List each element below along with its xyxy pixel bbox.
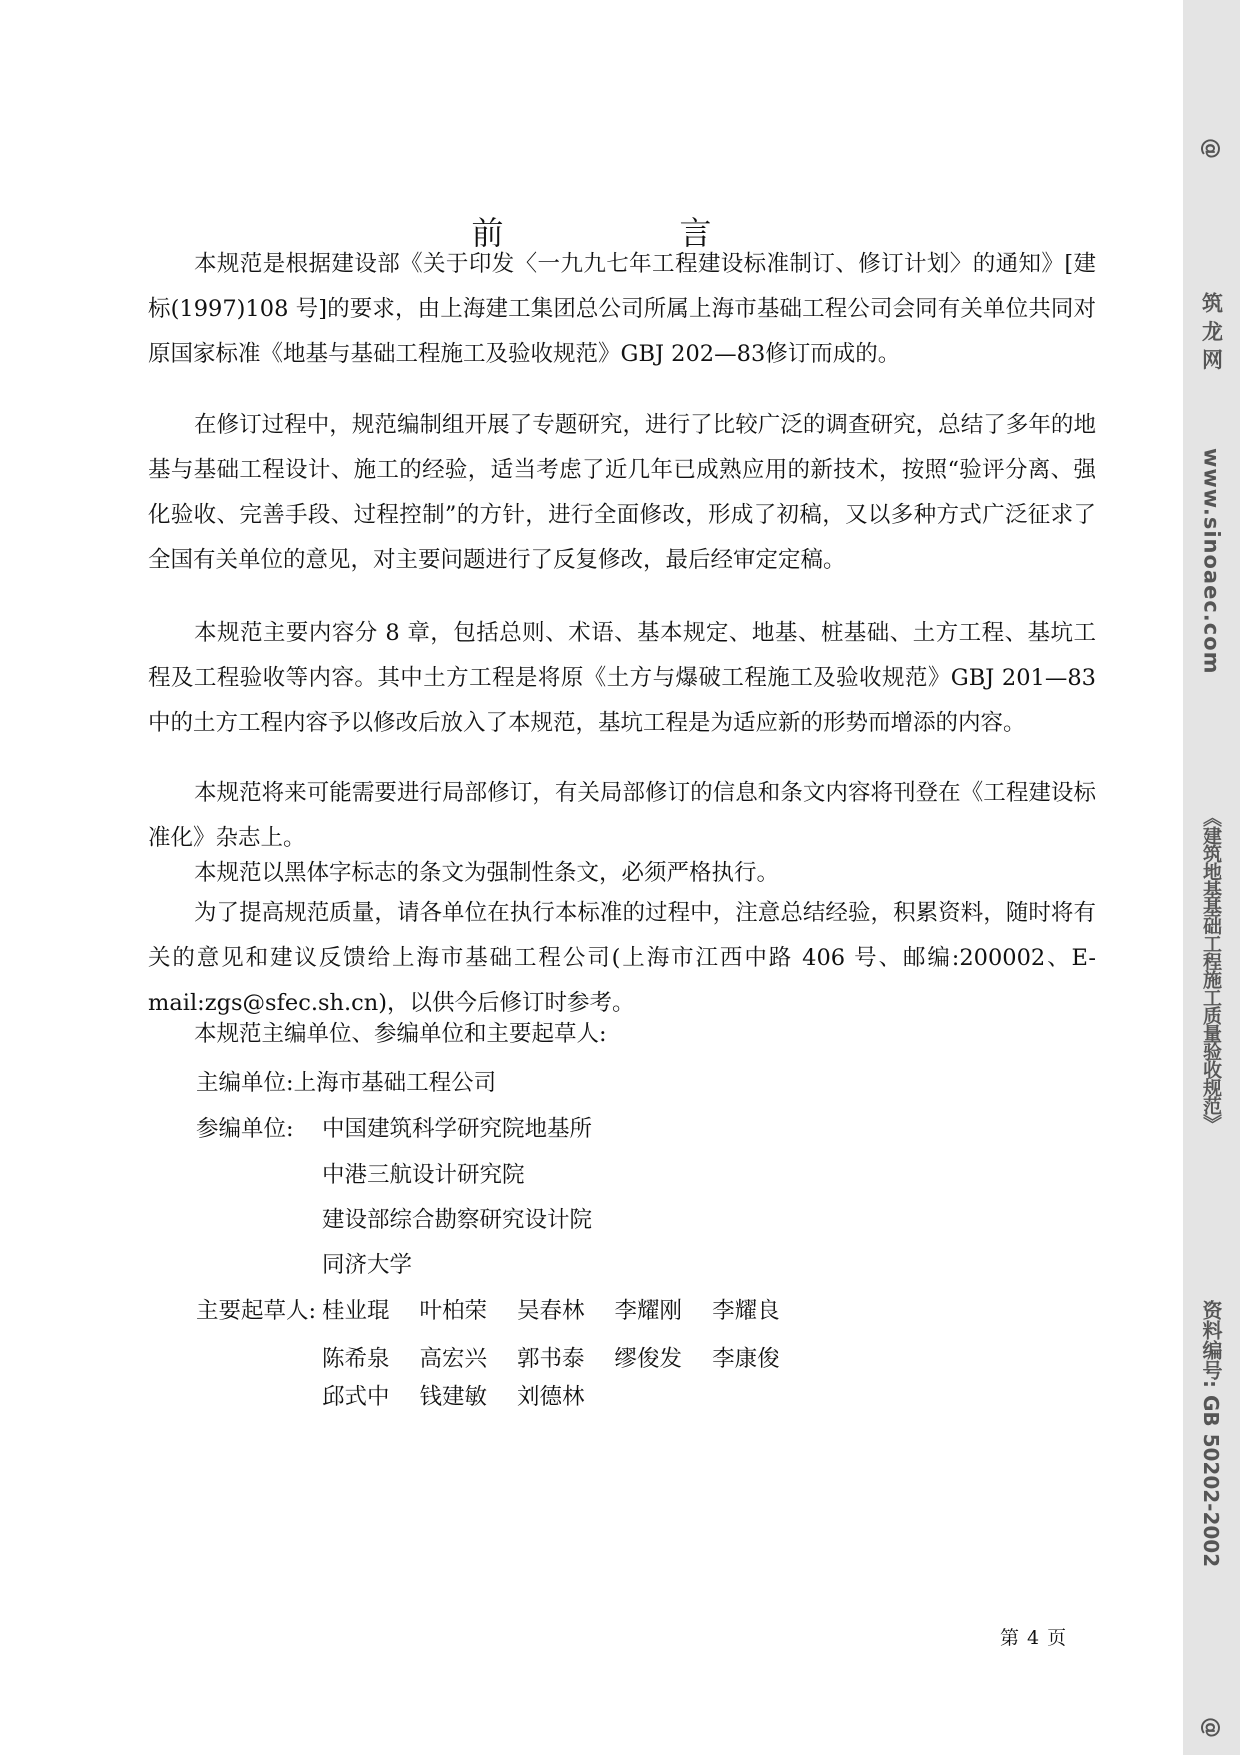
editor-value: 上海市基础工程公司 — [293, 1070, 497, 1096]
page-number-prefix: 第 — [1000, 1627, 1020, 1649]
paragraph-7: 本规范主编单位、参编单位和主要起草人: — [194, 1021, 607, 1047]
drafters-row — [322, 1298, 810, 1324]
watermark-sidebar — [1183, 0, 1240, 1755]
page-number — [1000, 1623, 1074, 1650]
page-title: 前 言 — [471, 214, 784, 252]
drafter-name: 李康俊 — [712, 1346, 780, 1372]
page-number-suffix: 页 — [1047, 1627, 1067, 1649]
drafter-name: 高宏兴 — [419, 1346, 488, 1372]
drafter-name: 邱式中 — [322, 1384, 390, 1410]
drafter-name: 缪俊发 — [614, 1346, 683, 1372]
drafter-name: 叶柏荣 — [419, 1298, 488, 1324]
paragraph-1: 本规范是根据建设部《关于印发〈一九九七年工程建设标准制订、修订计划〉的通知》[建标(1997)108 号]的要求，由上海建工集团总公司所属上海市基础工程公司会同有关单位共同对原国家标准《地基与基础工程施工及验收规范》GBJ 202—83修订而成的。 — [148, 251, 1096, 367]
sidebar-url: www.sinoaec.com — [1199, 448, 1224, 675]
sidebar-doc-code: 资料编号: GB 50202-2002 — [1199, 1300, 1223, 1568]
sidebar-doc-title: 《建筑地基基础工程施工质量验收规范》 — [1200, 808, 1222, 1132]
participant-item: 同济大学 — [322, 1252, 413, 1278]
participant-item: 中国建筑科学研究院地基所 — [322, 1116, 593, 1142]
drafter-name: 陈希泉 — [322, 1346, 390, 1372]
sidebar-at-top: @ — [1199, 138, 1224, 159]
paragraph-5: 本规范以黑体字标志的条文为强制性条文，必须严格执行。 — [194, 860, 780, 886]
sidebar-at-bottom: @ — [1199, 1717, 1224, 1738]
editor-line — [196, 1068, 496, 1098]
sidebar-site-name: 筑 龙 网 — [1199, 292, 1224, 370]
drafter-name: 郭书泰 — [517, 1346, 585, 1372]
editor-label: 主编单位: — [196, 1070, 294, 1096]
drafter-name: 李耀刚 — [614, 1298, 683, 1324]
drafters-row — [322, 1382, 615, 1412]
paragraph-3: 本规范主要内容分 8 章，包括总则、术语、基本规定、地基、桩基础、土方工程、基坑工程及工程验收等内容。其中土方工程是将原《土方与爆破工程施工及验收规范》GBJ 201—83 中的土方工程内容予以修改后放入了本规范，基坑工程是为适应新的形势而增添的内容。 — [148, 620, 1096, 736]
page-number-value: 4 — [1027, 1627, 1040, 1649]
drafters-line-1 — [196, 1296, 810, 1326]
participant-item: 中港三航设计研究院 — [322, 1162, 525, 1188]
paragraph-6: 为了提高规范质量，请各单位在执行本标准的过程中，注意总结经验，积累资料，随时将有关的意见和建议反馈给上海市基础工程公司(上海市江西中路 406 号、邮编:200002、E-mail:zgs@sfec.sh.cn)，以供今后修订时参考。 — [148, 900, 1096, 1016]
drafters-row — [322, 1344, 810, 1374]
drafters-label: 主要起草人: — [196, 1298, 317, 1324]
drafter-name: 刘德林 — [517, 1384, 585, 1410]
participants-label: 参编单位: — [196, 1116, 294, 1142]
paragraph-4: 本规范将来可能需要进行局部修订，有关局部修订的信息和条文内容将刊登在《工程建设标准化》杂志上。 — [148, 780, 1096, 851]
drafter-name: 李耀良 — [712, 1298, 780, 1324]
drafter-name: 钱建敏 — [419, 1384, 488, 1410]
drafter-name: 吴春林 — [517, 1298, 585, 1324]
participant-item: 建设部综合勘察研究设计院 — [322, 1207, 593, 1233]
participants-label-line — [196, 1114, 592, 1144]
drafter-name: 桂业琨 — [322, 1298, 390, 1324]
paragraph-2: 在修订过程中，规范编制组开展了专题研究，进行了比较广泛的调查研究，总结了多年的地基与基础工程设计、施工的经验，适当考虑了近几年已成熟应用的新技术，按照“验评分离、强化验收、完善手段、过程控制”的方针，进行全面修改，形成了初稿，又以多种方式广泛征求了全国有关单位的意见，对主要问题进行了反复修改，最后经审定定稿。 — [148, 412, 1096, 573]
